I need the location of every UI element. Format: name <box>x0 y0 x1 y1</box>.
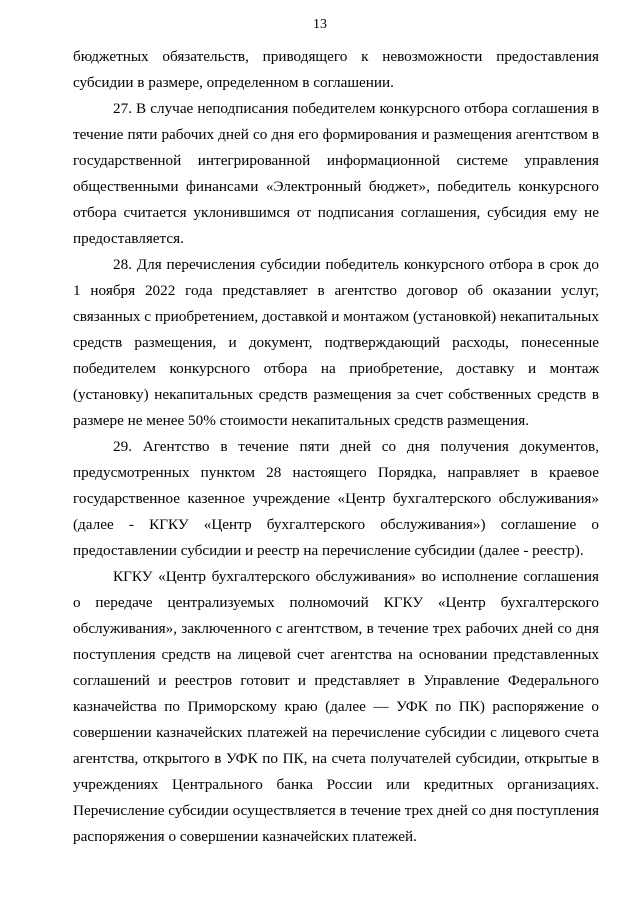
document-body <box>73 44 599 850</box>
paragraph-29: 29. Агентство в течение пяти дней со дня получения документов, предусмотренных пунктом 28 настоящего Порядка, направляет в краевое государственное казенное учреждение «Центр бухгалтерского обслуживания» (далее - КГКУ «Центр бухгалтерского обслуживания») соглашение о предоставлении субсидии и реестр на перечисление субсидии (далее - реестр). <box>73 438 599 559</box>
paragraph-27: 27. В случае неподписания победителем конкурсного отбора соглашения в течение пяти рабочих дней со дня его формирования и размещения агентством в государственной интегрированной информационной системе управления общественными финансами «Электронный бюджет», победитель конкурсного отбора считается уклонившимся от подписания соглашения, субсидия ему не предоставляется. <box>73 100 599 247</box>
paragraph-28: 28. Для перечисления субсидии победитель конкурсного отбора в срок до 1 ноября 2022 года представляет в агентство договор об оказании услуг, связанных с приобретением, доставкой и монтажом (установкой) некапитальных средств размещения, и документ, подтверждающий расходы, понесенные победителем конкурсного отбора на приобретение, доставку и монтаж (установку) некапитальных средств размещения за счет собственных средств в размере не менее 50% стоимости некапитальных средств размещения. <box>73 256 599 429</box>
paragraph-continuation: бюджетных обязательств, приводящего к невозможности предоставления субсидии в размере, определенном в соглашении. <box>73 48 599 91</box>
page-number: 13 <box>313 17 327 32</box>
paragraph-kgku: КГКУ «Центр бухгалтерского обслуживания» во исполнение соглашения о передаче централизуемых полномочий КГКУ «Центр бухгалтерского обслуживания», заключенного с агентством, в течение трех рабочих дней со дня поступления средств на лицевой счет агентства на основании представленных соглашений и реестров готовит и представляет в Управление Федерального казначейства по Приморскому краю (далее — УФК по ПК) распоряжение о совершении казначейских платежей на перечисление субсидии с лицевого счета агентства, открытого в УФК по ПК, на счета получателей субсидии, открытые в учреждениях Центрального банка России или кредитных организациях. Перечисление субсидии осуществляется в течение трех дней со дня поступления распоряжения о совершении казначейских платежей. <box>73 568 599 845</box>
